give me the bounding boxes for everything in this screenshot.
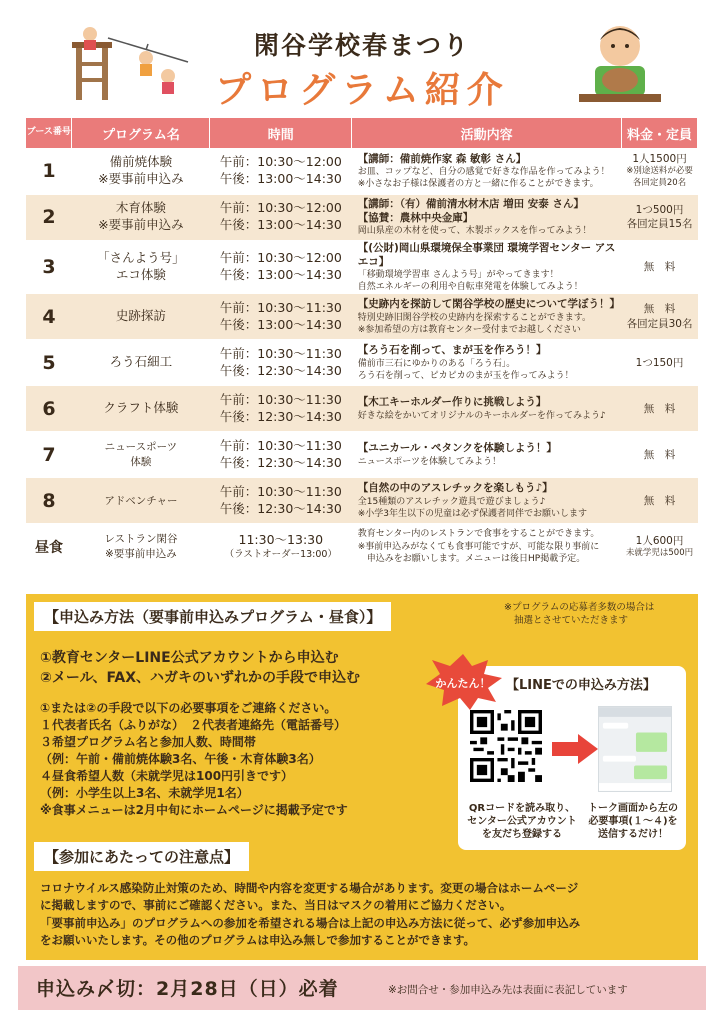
program-name xyxy=(72,432,210,478)
program-name-line: 「さんよう号」 xyxy=(97,249,185,265)
req-line: ３希望プログラム名と参加人数、時間帯 xyxy=(40,735,256,750)
time-pm: 午後：12:30～14:30 xyxy=(219,362,342,378)
program-name xyxy=(72,340,210,386)
fee-line: 未就学児は500円 xyxy=(625,547,694,558)
booth-number: 1 xyxy=(26,148,72,194)
method-line: ①教育センターLINE公式アカウントから申込む xyxy=(40,650,339,666)
activity xyxy=(352,386,622,432)
time-am: 午前：10:30～12:00 xyxy=(219,200,342,216)
lottery-note xyxy=(504,602,694,628)
program-name-line: 史跡探訪 xyxy=(115,308,166,324)
booth-number: 4 xyxy=(26,294,72,340)
program-name-line: ※要事前申込み xyxy=(98,170,184,186)
program-time xyxy=(210,432,352,478)
booth-number: 3 xyxy=(26,240,72,294)
activity-line: ※事前申込みがなくても食事可能ですが、可能な限り事前に xyxy=(357,541,600,552)
header xyxy=(0,0,724,112)
activity-line: 申込みをお願いします。メニューは後日HP掲載予定。 xyxy=(357,553,586,564)
time-am: 午前：10:30～12:00 xyxy=(219,249,342,265)
event-subtitle: 閑谷学校春まつり xyxy=(253,31,470,60)
fee xyxy=(622,194,698,240)
req-line: ４昼食希望人数（未就学児は100円引きです） xyxy=(40,769,294,784)
easy-badge-label: かんたん！ xyxy=(435,677,491,690)
caution-line: 「要事前申込み」のプログラムへの参加を希望される場合は上記の申込み方法に従って、必ず参加申込み xyxy=(40,915,581,930)
required-info xyxy=(40,700,348,819)
program-name xyxy=(72,294,210,340)
program-time xyxy=(210,386,352,432)
fee-line: 1つ500円 xyxy=(635,203,684,216)
activity-line: 「移動環境学習車 さんよう号」がやってきます！ xyxy=(357,269,559,280)
fee xyxy=(622,148,698,194)
table-row xyxy=(26,294,698,340)
activity-line: ※参加希望の方は教育センター受付までお越しください xyxy=(357,324,581,335)
program-table xyxy=(26,118,698,570)
program-name xyxy=(72,478,210,524)
deadline-note: ※お問合せ・参加申込み先は表面に表記しています xyxy=(388,984,628,996)
booth-number: 7 xyxy=(26,432,72,478)
activity-heading: 【ユニカール・ペタンクを体験しよう！】 xyxy=(357,442,557,455)
caution-line: をお願いいたします。その他のプログラムは申込み無しで参加することができます。 xyxy=(40,932,476,947)
table-row xyxy=(26,386,698,432)
activity-line: ろう石を削って、ピカピカのまが玉を作ってみよう！ xyxy=(357,370,574,381)
fee xyxy=(622,294,698,340)
qr-caption-line: QRコードを読み取り、 xyxy=(468,803,576,814)
caution-text xyxy=(40,880,690,949)
activity-line: ニュースポーツを体験してみよう！ xyxy=(357,456,501,467)
arrow-right-icon xyxy=(552,734,598,764)
program-time xyxy=(210,478,352,524)
activity xyxy=(352,194,622,240)
program-name-line: ※要事前申込み xyxy=(105,547,177,560)
activity xyxy=(352,478,622,524)
qr-caption-line: を友だち登録する xyxy=(482,829,562,840)
caution-line: に掲載しますので、事前にご確認ください。また、当日はマスクの着用にご協力ください。 xyxy=(40,898,512,913)
activity-heading: 【講師：（有）備前清水材木店 増田 安泰 さん】 xyxy=(357,197,584,210)
apply-methods xyxy=(40,648,360,689)
time-note: （ラストオーダー13:00） xyxy=(224,548,337,560)
chat-caption-line: 必要事項(１～４)を xyxy=(588,816,678,827)
chat-caption xyxy=(582,802,684,841)
activity xyxy=(352,148,622,194)
col-fee: 料金・定員 xyxy=(622,118,698,148)
caution-line: コロナウイルス感染防止対策のため、時間や内容を変更する場合があります。変更の場合はホームページ xyxy=(40,881,579,895)
fee-line: 1人1500円 xyxy=(632,153,687,166)
table-row xyxy=(26,478,698,524)
booth-number: 6 xyxy=(26,386,72,432)
booth-number: 2 xyxy=(26,194,72,240)
time-pm: 午後：13:00～14:30 xyxy=(219,170,342,186)
activity-line: 全15種類のアスレチック遊具で遊びましょう♪ xyxy=(357,496,546,507)
program-name-line: 木育体験 xyxy=(115,200,166,216)
activity xyxy=(352,524,622,570)
time-pm: 午後：12:30～14:30 xyxy=(219,408,342,424)
program-name-line: エコ体験 xyxy=(115,266,166,282)
activity-heading: 【自然の中のアスレチックを楽しもう♪】 xyxy=(357,482,553,495)
fee-line: 無 料 xyxy=(643,260,676,273)
fee-line: 1つ150円 xyxy=(635,356,684,369)
program-time xyxy=(210,194,352,240)
program-name xyxy=(72,148,210,194)
req-line: １代表者氏名（ふりがな） ２代表者連絡先（電話番号） xyxy=(40,718,347,733)
fee-line: ※別途送料が必要 xyxy=(626,166,693,177)
fee-line: 無 料 xyxy=(643,402,676,415)
qr-caption-line: センター公式アカウント xyxy=(467,816,577,827)
activity-heading: 【史跡内を探訪して閑谷学校の歴史について学ぼう！】 xyxy=(357,298,621,311)
program-name-line: ※要事前申込み xyxy=(98,217,184,232)
booth-number: 昼食 xyxy=(26,524,72,570)
fee xyxy=(622,240,698,294)
activity-line: 備前市三石にゆかりのある「ろう石」。 xyxy=(357,358,516,369)
req-line: （例：午前・備前焼体験3名、午後・木育体験3名） xyxy=(40,752,321,767)
program-name-line: アドベンチャー xyxy=(104,494,178,507)
program-time xyxy=(210,524,352,570)
time-am: 午前：10:30～12:00 xyxy=(219,153,342,169)
program-name xyxy=(72,386,210,432)
activity xyxy=(352,432,622,478)
qr-code-icon xyxy=(470,710,542,782)
time-pm: 午後：13:00～14:30 xyxy=(219,217,342,232)
fee xyxy=(622,524,698,570)
time-pm: 午後：12:30～14:30 xyxy=(219,454,342,470)
time-am: 午前：10:30～11:30 xyxy=(219,483,342,499)
table-header-row xyxy=(26,118,698,148)
deadline-text: 申込み〆切：2月28日（日）必着 xyxy=(36,978,339,1000)
activity xyxy=(352,294,622,340)
chat-caption-line: 送信するだけ！ xyxy=(598,829,668,840)
application-panel xyxy=(26,594,698,960)
program-name-line: レストラン閑谷 xyxy=(104,533,178,546)
program-name-line: ニュースポーツ xyxy=(104,441,178,454)
program-name-line: 備前焼体験 xyxy=(109,153,173,169)
booth-number: 8 xyxy=(26,478,72,524)
req-line: （例：小学生以上3名、未就学児1名） xyxy=(40,786,249,801)
program-time xyxy=(210,148,352,194)
col-program: プログラム名 xyxy=(72,118,210,148)
caution-heading: 【参加にあたっての注意点】 xyxy=(34,842,249,871)
program-name-line: 体験 xyxy=(130,455,152,468)
line-chat-screenshot xyxy=(598,706,672,792)
activity-line: 自然エネルギーの利用や自転車発電を体験してみよう！ xyxy=(357,281,583,292)
time-am: 午前：10:30～11:30 xyxy=(219,391,342,407)
activity-heading: 【講師：備前焼作家 森 敏彰 さん】 xyxy=(357,152,527,165)
fee-line: 無 料 xyxy=(643,494,676,507)
req-line: ※食事メニューは2月中旬にホームページに掲載予定です xyxy=(40,803,348,818)
program-name xyxy=(72,524,210,570)
lottery-note-line: ※プログラムの応募者多数の場合は xyxy=(504,602,655,613)
fee-line: 1人600円 xyxy=(635,534,684,547)
activity-sponsor: 【協賛：農林中央金庫】 xyxy=(357,211,474,224)
fee-line: 各回定員15名 xyxy=(626,218,693,230)
chat-caption-line: トーク画面から左の xyxy=(588,803,678,814)
page-title: プログラム紹介 xyxy=(215,70,509,111)
col-booth: ブース番号 xyxy=(26,118,72,148)
time-pm: 午後：13:00～14:30 xyxy=(219,266,342,282)
fee-line: 無 料 xyxy=(643,448,676,461)
activity-heading: 【木工キーホルダー作りに挑戦しよう】 xyxy=(357,396,547,409)
activity xyxy=(352,240,622,294)
table-row xyxy=(26,240,698,294)
time-am: 11:30～13:30 xyxy=(238,531,324,547)
program-name xyxy=(72,194,210,240)
activity-heading: 【ろう石を削って、まが玉を作ろう！】 xyxy=(357,344,547,357)
table-row xyxy=(26,194,698,240)
fee xyxy=(622,386,698,432)
activity-line: 特別史跡旧閑谷学校の史跡内を探索することができます。 xyxy=(357,312,592,323)
time-am: 午前：10:30～11:30 xyxy=(219,299,342,315)
col-activity: 活動内容 xyxy=(352,118,622,148)
activity-line: ※小さなお子様は保護者の方と一緒に作ることができます。 xyxy=(357,178,599,189)
time-am: 午前：10:30～11:30 xyxy=(219,345,342,361)
fee-line: 各回定員20名 xyxy=(632,177,687,188)
qr-caption xyxy=(458,802,586,841)
program-name-line: ろう石細工 xyxy=(109,354,173,370)
fee-line: 各回定員30名 xyxy=(626,317,693,330)
method-line: ②メール、FAX、ハガキのいずれかの手段で申込む xyxy=(40,670,361,687)
program-name-line: クラフト体験 xyxy=(103,400,179,416)
fee xyxy=(622,340,698,386)
col-time: 時間 xyxy=(210,118,352,148)
table-row xyxy=(26,148,698,194)
line-method-title: 【LINEでの申込み方法】 xyxy=(506,678,656,693)
fee-line: 無 料 xyxy=(643,303,676,316)
req-line: ①または②の手段で以下の必要事項をご連絡ください。 xyxy=(40,701,337,715)
program-name xyxy=(72,240,210,294)
time-am: 午前：10:30～11:30 xyxy=(219,437,342,453)
activity xyxy=(352,340,622,386)
program-time xyxy=(210,294,352,340)
fee xyxy=(622,478,698,524)
activity-line: 岡山県産の木材を使って、木製ボックスを作ってみよう！ xyxy=(357,226,592,237)
apply-heading: 【申込み方法（要事前申込みプログラム・昼食）】 xyxy=(34,602,391,631)
time-pm: 午後：12:30～14:30 xyxy=(219,500,342,516)
activity-heading: 【(公財)岡山県環境保全事業団 環境学習センター アスエコ】 xyxy=(357,241,616,268)
table-row xyxy=(26,432,698,478)
table-row xyxy=(26,524,698,570)
lottery-note-line: 抽選とさせていただきます xyxy=(514,614,629,626)
activity-line: 教育センター内のレストランで食事をすることができます。 xyxy=(357,529,600,540)
deadline-bar xyxy=(18,966,706,1010)
activity-line: 好きな絵をかいてオリジナルのキーホルダーを作ってみよう♪ xyxy=(357,410,606,421)
fee xyxy=(622,432,698,478)
easy-badge-icon xyxy=(422,652,504,712)
table-row xyxy=(26,340,698,386)
program-time xyxy=(210,240,352,294)
time-pm: 午後：13:00～14:30 xyxy=(219,316,342,332)
activity-line: お皿、コップなど、自分の感覚で好きな作品を作ってみよう！ xyxy=(357,166,610,177)
booth-number: 5 xyxy=(26,340,72,386)
activity-line: ※小学3年生以下の児童は必ず保護者同伴でお願いします xyxy=(357,508,588,519)
program-time xyxy=(210,340,352,386)
